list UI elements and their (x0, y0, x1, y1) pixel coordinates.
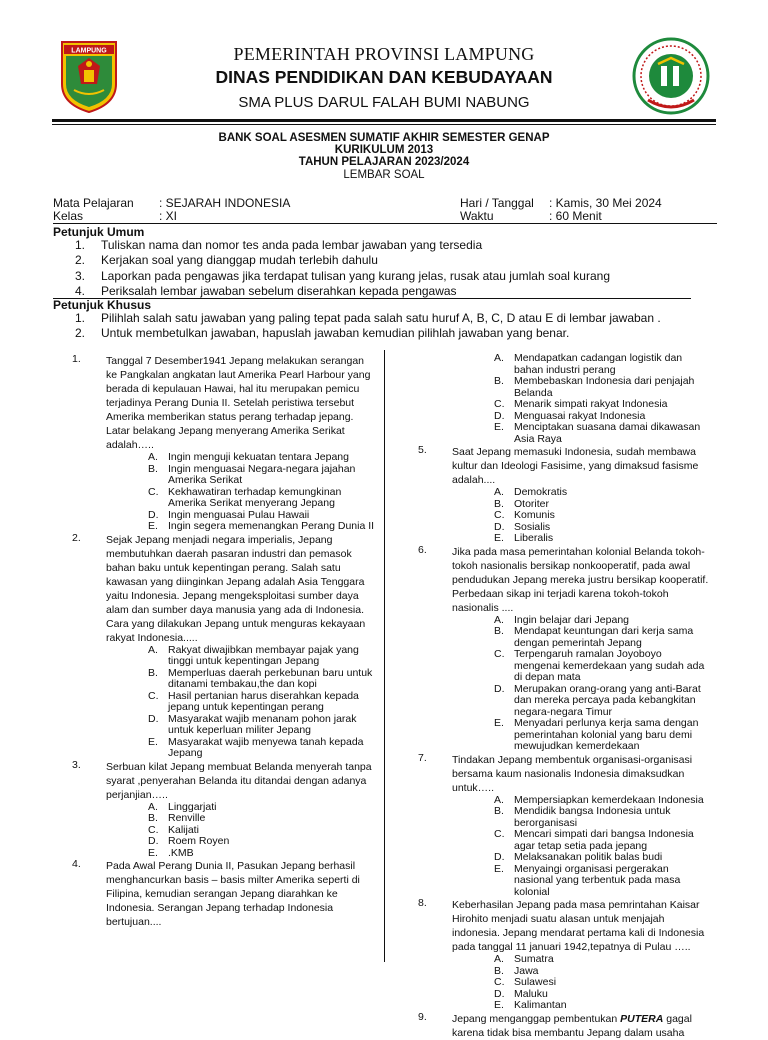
answer-option (106, 645, 376, 668)
option-letter: D. (148, 835, 159, 847)
header-rule-thick (52, 119, 716, 122)
option-letter: B. (148, 666, 158, 679)
option-text: Renville (168, 812, 206, 824)
option-letter: D. (148, 712, 159, 725)
question-item (64, 354, 376, 533)
question-number: 2. (72, 531, 81, 544)
answer-option (452, 510, 710, 522)
option-letter: C. (494, 648, 505, 660)
header-department: DINAS PENDIDIKAN DAN KEBUDAYAAN (215, 67, 553, 87)
option-letter: C. (494, 976, 505, 988)
question-text: Tindakan Jepang membentuk organisasi-organisasi bersama kaum nasionalis Indonesia dimaksudkan untuk….. (452, 753, 693, 794)
question-text: Tanggal 7 Desember1941 Jepang melakukan serangan ke Pangkalan angkatan laut Amerika Pearl Harbour yang berada di kepulauan Hawai, hal itu merupakan pemicu terjadinya Perang Dunia II. Setelah peristiwa tersebut Amerika memberikan status perang terhadap jepang. Latar belakang Jepang menyerang Amerika Serikat adalah….. (106, 355, 371, 451)
option-text: Menyadari perlunya kerja sama dengan pemerintahan kolonial yang baru demi mewujudkan kemerdekaan (514, 717, 699, 752)
answer-option (452, 684, 710, 719)
instruction-number: 2. (75, 253, 86, 268)
header-government: PEMERINTAH PROVINSI LAMPUNG (233, 44, 535, 64)
option-letter: E. (494, 999, 504, 1011)
question-item (64, 859, 376, 929)
answer-option (106, 825, 376, 837)
question-text: Pada Awal Perang Dunia II, Pasukan Jepang berhasil menghancurkan basis – basis milter Amerika seperti di Filipina, kemudian serangan Jepang diarahkan ke Indonesia. Serangan Jepang terhadap Indonesia bertujuan.... (106, 860, 360, 928)
option-text: Masyarakat wajib menyewa tanah kepada Jepang (168, 735, 364, 759)
answer-option (452, 977, 710, 989)
option-letter: C. (494, 509, 505, 521)
answer-option (106, 487, 376, 510)
option-letter: A. (494, 486, 504, 498)
option-letter: A. (148, 643, 158, 656)
option-text: Mendidik bangsa Indonesia untuk berorganisasi (514, 805, 671, 829)
question-number: 5. (418, 444, 427, 456)
subject-label: Mata Pelajaran (53, 196, 134, 210)
general-instruction-item (75, 253, 715, 267)
answer-option (452, 376, 710, 399)
option-letter: C. (148, 485, 159, 498)
question-number: 3. (72, 758, 81, 771)
option-text: Sosialis (514, 520, 551, 533)
answer-option (452, 1000, 710, 1012)
answer-option (106, 848, 376, 860)
answer-option (106, 802, 376, 814)
column-divider (384, 350, 385, 962)
answer-option (106, 737, 376, 760)
option-text: .KMB (168, 846, 194, 859)
option-text: Kalijati (168, 823, 199, 836)
question-text: Sejak Jepang menjadi negara imperialis, Jepang membutuhkan daerah pasaran industri dan pemasok bahan baku untuk kepentingan perang. Salah satu kawasan yang diinginkan Jepang adalah Asia Tenggara yaitu Indonesia. Jepang mengeksploitasi sumber daya alam dan sumber daya manusia yang ada di Indonesia. Cara yang dilakukan Jepang untuk menguras kekayaan rakyat Indonesia..... (106, 533, 366, 644)
day-value: : Kamis, 30 Mei 2024 (549, 196, 662, 210)
option-letter: E. (494, 421, 504, 433)
answer-option (452, 989, 710, 1001)
special-instructions-title: Petunjuk Khusus (53, 298, 152, 312)
exam-title: BANK SOAL ASESMEN SUMATIF AKHIR SEMESTER GENAP (218, 132, 550, 144)
option-letter: E. (494, 532, 504, 544)
answer-option (106, 836, 376, 848)
option-letter: B. (148, 462, 158, 475)
answer-option (452, 533, 710, 545)
option-text: Melaksanakan politik balas budi (514, 851, 663, 863)
answer-option (106, 691, 376, 714)
general-instructions-rule (53, 223, 717, 224)
option-letter: B. (494, 805, 504, 817)
answer-options (106, 802, 376, 860)
option-text: Linggarjati (168, 800, 217, 813)
logo-left-text: LAMPUNG (71, 47, 107, 55)
answer-option (452, 829, 710, 852)
option-text: Mencari simpati dari bangsa Indonesia agar tetap setia pada jepang (514, 828, 694, 852)
option-letter: E. (148, 520, 158, 532)
option-text: Masyarakat wajib menanam pohon jarak untuk keperluan militer Jepang (168, 712, 357, 736)
question-number: 6. (418, 543, 427, 556)
question-text-emphasis: PUTERA (620, 1012, 664, 1025)
option-letter: D. (494, 682, 505, 695)
instruction-number: 1. (75, 311, 86, 325)
question-text: Saat Jepang memasuki Indonesia, sudah membawa kultur dan Ideologi Fasisime, yang dimaksud fasisme adalah.... (452, 446, 699, 486)
answer-option (452, 954, 710, 966)
answer-option (452, 422, 710, 445)
option-letter: B. (494, 625, 504, 637)
answer-option (106, 464, 376, 487)
question-text-part: Jepang menganggap pembentukan (452, 1012, 621, 1025)
question-number: 9. (418, 1010, 427, 1023)
option-text: Ingin menguasai Pulau Hawaii (168, 508, 310, 521)
option-letter: A. (148, 451, 158, 463)
option-text: Liberalis (514, 532, 554, 544)
option-text: Mendapat keuntungan dari kerja sama dengan pemerintah Jepang (514, 625, 694, 649)
answer-option (452, 806, 710, 829)
option-text: Ingin segera memenangkan Perang Dunia II (168, 520, 375, 532)
option-letter: B. (494, 497, 504, 510)
header-rule-thin (52, 124, 716, 125)
option-text: Menciptakan suasana damai dikawasan Asia Raya (514, 421, 701, 445)
instruction-text: Periksalah lembar jawaban sebelum diserahkan kepada pengawas (101, 283, 457, 298)
question-text: Serbuan kilat Jepang membuat Belanda menyerah tanpa syarat ,penyerahan Belanda itu ditandai dengan adanya perjanjian….. (106, 760, 372, 801)
answer-option (106, 813, 376, 825)
option-letter: D. (494, 520, 505, 533)
option-letter: A. (494, 352, 504, 364)
option-text: Demokratis (514, 486, 568, 498)
exam-sheet-label: LEMBAR SOAL (343, 169, 425, 181)
option-text: Roem Royen (168, 835, 230, 847)
option-text: Sulawesi (514, 976, 557, 988)
question-text-part: gagal karena tidak bisa membantu Jepang dalam usaha (452, 1012, 692, 1039)
answer-option (106, 521, 376, 533)
instruction-number: 2. (75, 325, 86, 340)
option-text: Merupakan orang-orang yang anti-Barat dan mereka percaya pada kebangkitan negara-negara Timur (514, 682, 701, 718)
question-text: Jika pada masa pemerintahan kolonial Belanda tokoh-tokoh nasionalis bersikap nonkooperatif, pada awal pendudukan Jepang mereka justru bersikap kooperatif. Perbedaan sikap ini terjadi karena tokoh-tokoh nasionalis .... (452, 545, 709, 614)
option-text: Hasil pertanian harus diserahkan kepada jepang untuk kepentingan perang (168, 689, 359, 713)
option-letter: C. (494, 398, 505, 410)
question-item (410, 898, 710, 1012)
answer-option (106, 668, 376, 691)
question-item (64, 760, 376, 860)
answer-option (452, 487, 710, 499)
answer-option (452, 522, 710, 534)
option-text: Mempersiapkan kemerdekaan Indonesia (514, 793, 704, 806)
option-letter: A. (148, 800, 158, 813)
question-item (410, 445, 710, 545)
time-value: : 60 Menit (549, 209, 602, 223)
option-letter: E. (494, 717, 504, 729)
instruction-text: Pilihlah salah satu jawaban yang paling tepat pada salah satu huruf A, B, C, D atau E di lembar jawaban . (101, 311, 661, 325)
class-value: : XI (159, 209, 178, 223)
general-instruction-item (75, 238, 715, 252)
question-number: 7. (418, 751, 427, 764)
option-text: Membebaskan Indonesia dari penjajah Belanda (514, 375, 695, 399)
subject-value: : SEJARAH INDONESIA (159, 196, 291, 210)
general-instruction-item (75, 269, 715, 283)
option-text: Otoriter (514, 497, 550, 510)
general-instruction-item (75, 284, 715, 298)
instruction-text: Untuk membetulkan jawaban, hapuslah jawaban kemudian pilihlah jawaban yang benar. (101, 325, 570, 340)
option-letter: C. (148, 823, 159, 836)
option-letter: A. (494, 793, 504, 806)
option-letter: A. (494, 953, 504, 965)
option-letter: B. (148, 812, 158, 824)
answer-option (452, 864, 710, 899)
option-text: Menarik simpati rakyat Indonesia (514, 398, 668, 410)
option-text: Jawa (514, 964, 539, 977)
option-text: Memperluas daerah perkebunan baru untuk ditanami tembakau,the dan kopi (168, 666, 373, 690)
questions-right-column (410, 353, 710, 1040)
header-school-name: SMA PLUS DARUL FALAH BUMI NABUNG (238, 94, 530, 111)
option-letter: B. (494, 964, 504, 977)
option-letter: D. (148, 508, 159, 521)
instruction-number: 3. (75, 268, 86, 283)
option-text: Ingin menguji kekuatan tentara Jepang (168, 451, 349, 463)
option-text: Ingin belajar dari Jepang (514, 613, 629, 626)
question-item (64, 533, 376, 760)
instruction-text: Kerjakan soal yang dianggap mudah terlebih dahulu (101, 253, 378, 268)
answer-option (452, 966, 710, 978)
option-text: Terpengaruh ramalan Joyoboyo mengenai kemerdekaan yang sudah ada di depan mata (514, 648, 705, 683)
option-letter: E. (148, 735, 158, 748)
answer-options (452, 615, 710, 753)
answer-option (452, 649, 710, 684)
special-instruction-item (75, 326, 715, 340)
question-item (410, 545, 710, 753)
option-text: Sumatra (514, 953, 554, 965)
instruction-number: 4. (75, 283, 86, 298)
general-instructions-title: Petunjuk Umum (53, 225, 145, 239)
answer-options (452, 954, 710, 1012)
question-number: 1. (72, 353, 81, 365)
option-text: Kekhawatiran terhadap kemungkinan Amerika Serikat menyerang Jepang (168, 485, 342, 509)
special-instruction-item (75, 311, 715, 325)
question-text: Keberhasilan Jepang pada masa pemrintahan Kaisar Hirohito menjadi suatu alasan untuk menjajah indonesia. Jepang mendarat pertama kali di Indonesia pada tanggal 11 januari 1942,tepatnya di Pulau ….. (452, 899, 705, 953)
answer-options (452, 353, 710, 445)
answer-option (452, 353, 710, 376)
answer-option (452, 718, 710, 753)
instruction-text: Laporkan pada pengawas jika terdapat tulisan yang kurang jelas, rusak atau jumlah soal kurang (101, 268, 610, 283)
option-letter: E. (494, 862, 504, 875)
option-letter: D. (494, 409, 505, 422)
option-text: Maluku (514, 987, 548, 1000)
answer-options (452, 795, 710, 899)
answer-option (106, 714, 376, 737)
option-text: Rakyat diwajibkan membayar pajak yang tinggi untuk kepentingan Jepang (168, 643, 359, 667)
option-text: Menguasai rakyat Indonesia (514, 409, 646, 422)
questions-left-column (64, 354, 376, 929)
option-text: Komunis (514, 509, 555, 521)
answer-options (452, 487, 710, 545)
option-letter: E. (148, 846, 158, 859)
answer-option (452, 499, 710, 511)
question-number: 8. (418, 897, 427, 909)
answer-options (106, 645, 376, 760)
question-item (410, 1012, 710, 1040)
instruction-number: 1. (75, 238, 86, 252)
answer-options (106, 452, 376, 533)
question-item (410, 353, 710, 445)
option-text: Menyaingi organisasi pergerakan nasional yang terbentuk pada masa kolonial (514, 862, 681, 898)
question-number: 4. (72, 858, 81, 870)
question-item (410, 753, 710, 899)
option-letter: C. (148, 689, 159, 702)
class-label: Kelas (53, 209, 84, 223)
option-letter: B. (494, 375, 504, 387)
option-letter: D. (494, 851, 505, 863)
option-text: Kalimantan (514, 999, 567, 1011)
option-letter: C. (494, 828, 505, 840)
option-letter: A. (494, 613, 504, 626)
question-text (452, 1012, 710, 1040)
option-text: Ingin menguasai Negara-negara jajahan Amerika Serikat (168, 462, 356, 486)
option-letter: D. (494, 987, 505, 1000)
option-text: Mendapatkan cadangan logistik dan bahan industri perang (514, 352, 683, 376)
day-label: Hari / Tanggal (460, 196, 534, 210)
answer-option (452, 626, 710, 649)
instruction-text: Tuliskan nama dan nomor tes anda pada lembar jawaban yang tersedia (101, 238, 483, 252)
exam-year: TAHUN PELAJARAN 2023/2024 (298, 156, 470, 168)
time-label: Waktu (460, 209, 494, 223)
exam-curriculum: KURIKULUM 2013 (334, 144, 434, 156)
